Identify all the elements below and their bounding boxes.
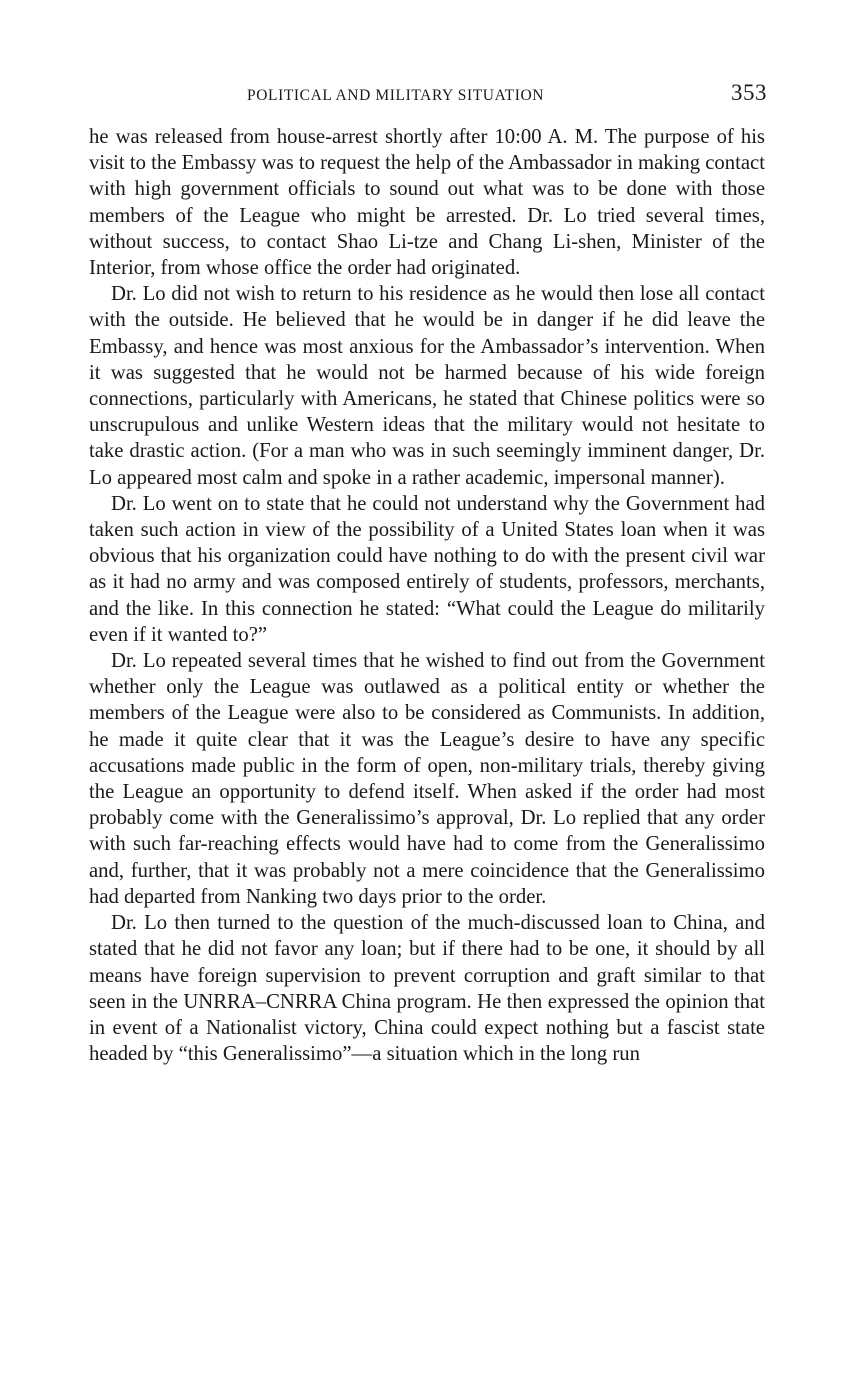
paragraph: Dr. Lo did not wish to return to his residence as he would then lose all contact with the outside. He believed that he would be in danger if he did leave the Embassy, and hence was most anxious for the Ambassador’s intervention. When it was suggested that he would not be harmed because of his wide foreign connections, particularly with Americans, he stated that Chinese politics were so unscrupulous and unlike Western ideas that the military would not hesitate to take drastic action. (For a man who was in such seemingly imminent danger, Dr. Lo appeared most calm and spoke in a rather academic, impersonal manner). xyxy=(89,283,765,489)
body-text xyxy=(89,124,765,1067)
page-number: 353 xyxy=(731,80,767,105)
paragraph: Dr. Lo went on to state that he could not understand why the Government had taken such action in view of the possibility of a United States loan when it was obvious that his organization could have nothing to do with the present civil war as it had no army and was composed entirely of students, professors, merchants, and the like. In this connection he stated: “What could the League do militarily even if it wanted to?” xyxy=(89,492,765,646)
page-header xyxy=(89,78,765,110)
document-page xyxy=(89,78,765,1067)
running-title: POLITICAL AND MILITARY SITUATION xyxy=(247,87,545,104)
paragraph-continued: he was released from house-arrest shortly after 10:00 A. M. The purpose of his visit to the Embassy was to request the help of the Ambassador in making contact with high government officials to sound out what was to be done with those members of the League who might be arrested. Dr. Lo tried several times, without success, to contact Shao Li-tze and Chang Li-shen, Minister of the Interior, from whose office the order had originated. xyxy=(89,126,765,280)
paragraph: Dr. Lo repeated several times that he wished to find out from the Government whether only the League was outlawed as a political entity or whether the members of the League were also to be considered as Communists. In addition, he made it quite clear that it was the League’s desire to have any specific accusations made public in the form of open, non-military trials, thereby giving the League an opportunity to defend itself. When asked if the order had most probably come with the Generalissimo’s approval, Dr. Lo replied that any order with such far-reaching effects would have had to come from the Generalissimo and, further, that it was probably not a mere coincidence that the Generalissimo had departed from Nanking two days prior to the order. xyxy=(89,650,765,908)
paragraph: Dr. Lo then turned to the question of the much-discussed loan to China, and stated that he did not favor any loan; but if there had to be one, it should by all means have foreign supervision to prevent corruption and graft similar to that seen in the UNRRA–CNRRA China program. He then expressed the opinion that in event of a Nationalist victory, China could expect nothing but a fascist state headed by “this Generalissimo”—a situation which in the long run xyxy=(89,912,765,1066)
